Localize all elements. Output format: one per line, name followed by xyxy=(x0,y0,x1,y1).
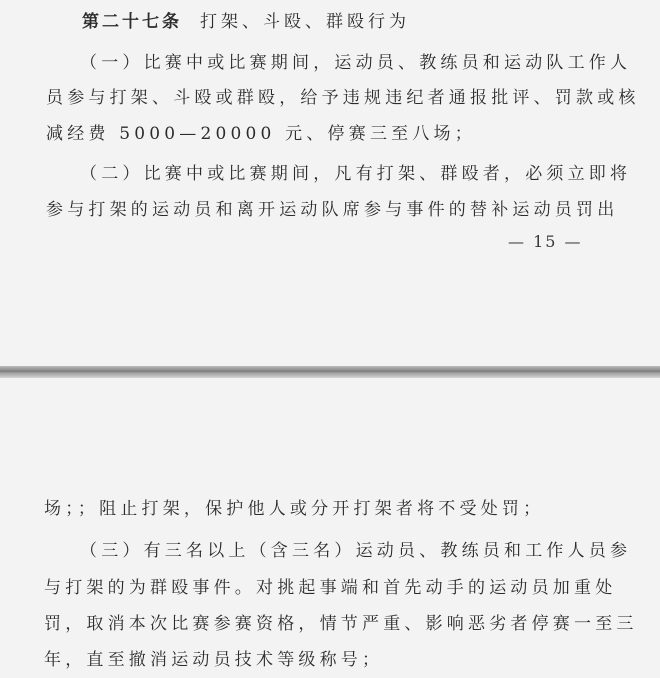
paragraph-line: （三）有三名以上（含三名）运动员、教练员和工作人员参 xyxy=(80,541,632,561)
paragraph-line: （一）比赛中或比赛期间，运动员、教练员和运动队工作人 xyxy=(80,53,632,73)
article-title: 打架、斗殴、群殴行为 xyxy=(200,12,410,32)
paragraph-line: 罚，取消本次比赛参赛资格，情节严重、影响恶劣者停赛一至三 xyxy=(44,614,638,634)
paragraph-line: 场；；阻止打架，保护他人或分开打架者将不受处罚； xyxy=(44,499,545,519)
article-heading xyxy=(82,11,410,33)
page-divider xyxy=(0,366,660,378)
article-number: 第二十七条 xyxy=(82,12,182,32)
paragraph-line: 员参与打架、斗殴或群殴，给予违规违纪者通报批评、罚款或核 xyxy=(46,88,640,108)
page-number: — 15 — xyxy=(508,232,583,251)
paragraph-line: 参与打架的运动员和离开运动队席参与事件的替补运动员罚出 xyxy=(46,200,619,220)
paragraph-line: （二）比赛中或比赛期间，凡有打架、群殴者，必须立即将 xyxy=(80,164,632,184)
paragraph-line: 年，直至撤消运动员技术等级称号； xyxy=(44,650,384,670)
paragraph-line: 与打架的为群殴事件。对挑起事端和首先动手的运动员加重处 xyxy=(44,578,617,598)
paragraph-line: 减经费 5000—20000 元、停赛三至八场； xyxy=(46,124,476,144)
